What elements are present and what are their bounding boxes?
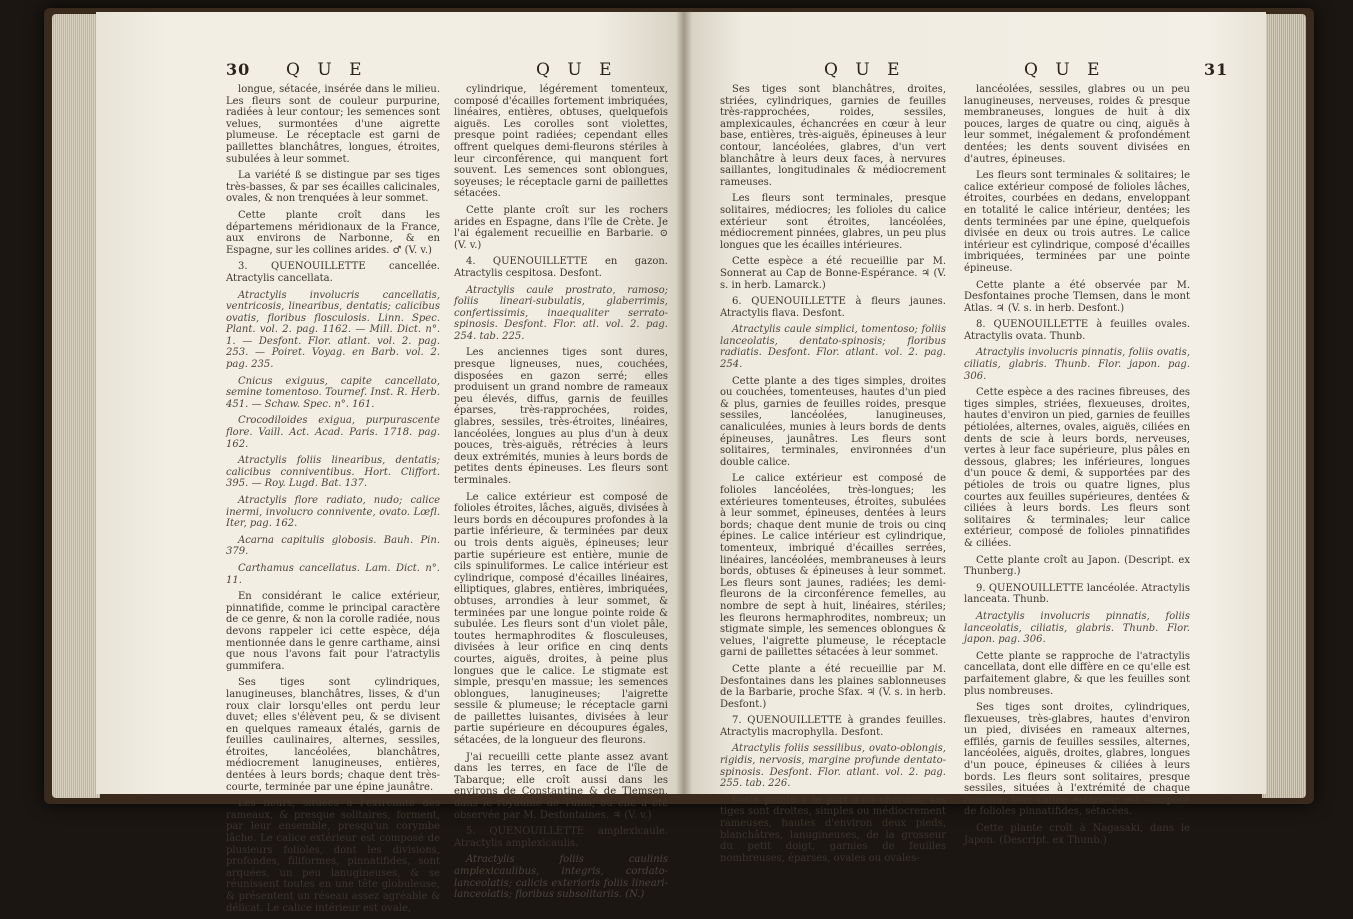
paragraph: Cette plante a des tiges simples, droites ou couchées, tomenteuses, hautes d'un pied & plus, garnies de feuilles roides, presque sessiles, lancéolées, lanugineuses, canaliculées, munies à leurs bords de dents épineuses, jaunâtres. Les fleurs sont solitaires, terminales, environnées d'un double calice. xyxy=(720,375,946,468)
paragraph: Cnicus exiguus, capite cancellato, semine tomentoso. Tournef. Inst. R. Herb. 451. — Schaw. Spec. n°. 161. xyxy=(226,375,440,410)
paragraph: Le calice extérieur est composé de folioles lancéolées, très-longues; les extérieures tomenteuses, étroites, subulées à leur sommet, épineuses, dentées à leurs bords; chaque dent munie de trois ou cinq épines. Le calice intérieur est cylindrique, tomenteux, imbriqué d'écailles serrées, linéaires, lancéolées, membraneuses à leurs bords, obtuses & épineuses à leur sommet. Les fleurs sont jaunes, radiées; les demi-fleurons de la circonférence femelles, au nombre de sept à huit, linéaires, stériles; les fleurons hermaphrodites, nombreux; un stigmate simple, les semences oblongues & velues, l'aigrette plumeuse, le réceptacle garni de paillettes sétacées à leur sommet. xyxy=(720,473,946,659)
paragraph: Cette espèce a des racines fibreuses, des tiges simples, striées, flexueuses, droites, hautes d'environ un pied, garnies de feuilles pétiolées, alternes, ovales, aiguës, ciliées en dents de scie à leurs bords, nerveuses, vertes à leur face supérieure, plus pâles en dessous, glabres; les inférieures, longues d'un pouce & demi, & supportées par des pétioles de trois ou quatre lignes, plus courtes aux feuilles supérieures, dentées & ciliées à leurs bords. Les fleurs sont solitaires & terminales; leur calice extérieur, composé de folioles pinnatifides & ciliées. xyxy=(964,387,1190,549)
paragraph: Le calice extérieur est composé de folioles étroites, lâches, aiguës, divisées à leurs bords en découpures profondes à la partie inférieure, & terminées par deux ou trois dents aiguës, épineuses; leur partie supérieure est entière, munie de cils spinuliformes. Le calice intérieur est cylindrique, composé d'écailles linéaires, elliptiques, glabres, entières, imbriquées, obtuses, arrondies à leur sommet, & terminées par une longue pointe roide & subulée. Les fleurs sont d'un violet pâle, toutes hermaphrodites & flosculeuses, divisées à leur orifice en cinq dents courtes, aiguës, droites, à peine plus longues que le calice. Le stigmate est simple, presqu'en massue; les semences oblongues, lanugineuses; l'aigrette sessile & plumeuse; le réceptacle garni de paillettes luisantes, divisées à leur partie supérieure en découpures égales, sétacées, de la longueur des fleurons. xyxy=(454,491,668,747)
page-number: 31 xyxy=(1204,60,1229,79)
text-column-2 xyxy=(964,84,1190,851)
paragraph: Cette plante a été observée par M. Desfontaines proche Tlemsen, dans le mont Atlas. ♃ (V. s. in herb. Desfont.) xyxy=(964,279,1190,314)
paragraph: En considérant le calice extérieur, pinnatifide, comme le principal caractère de ce genre, & non la corolle radiée, nous devons rappeler ici cette espèce, déja mentionnée dans le genre carthame, ainsi que nous l'avons fait pour l'atractylis gummifera. xyxy=(226,591,440,672)
paragraph: Carthamus cancellatus. Lam. Dict. n°. 11. xyxy=(226,562,440,586)
book-gutter xyxy=(676,12,692,794)
paragraph: 8. QUENOUILLETTE à feuilles ovales. Atractylis ovata. Thunb. xyxy=(964,319,1190,342)
text-column-1 xyxy=(226,84,440,919)
paragraph: lancéolées, sessiles, glabres ou un peu lanugineuses, nerveuses, roides & presque membraneuses, longues de huit à dix pouces, larges de quatre ou cinq, aiguës à leur sommet, inégalement & profondément dentées; les dents souvent divisées en d'autres, épineuses. xyxy=(964,84,1190,165)
page-edges-right xyxy=(1262,14,1306,798)
paragraph: 3. QUENOUILLETTE cancellée. Atractylis cancellata. xyxy=(226,261,440,284)
paragraph: Les fleurs sont terminales, presque solitaires, médiocres; les folioles du calice extérieur sont étroites, lancéolées, médiocrement pinnées, glabres, un peu plus longues que les écailles intérieures. xyxy=(720,193,946,251)
paragraph: Les anciennes tiges sont dures, presque ligneuses, nues, couchées, disposées en gazon serré; elles produisent un grand nombre de rameaux peu élevés, diffus, garnis de feuilles éparses, très-rapprochées, roides, glabres, sessiles, très-étroites, linéaires, lancéolées, longues au plus d'un à deux pouces, très-aiguës, rétrécies à leurs deux extrémités, munies à leurs bords de petites dents épineuses. Les fleurs sont terminales. xyxy=(454,347,668,486)
paragraph: Atractylis foliis linearibus, dentatis; calicibus conniventibus. Hort. Cliffort. 395. — Roy. Lugd. Bat. 137. xyxy=(226,455,440,490)
running-head: Q U E xyxy=(286,60,368,80)
text-column-2 xyxy=(454,84,668,906)
right-page xyxy=(684,12,1266,864)
paragraph: Cette plante croît dans les départemens méridionaux de la France, aux environs de Narbonne, & en Espagne, sur les collines arides. ♂ (V. v.) xyxy=(226,209,440,256)
paragraph: Ses tiges sont blanchâtres, droites, striées, cylindriques, garnies de feuilles très-rapprochées, roides, sessiles, amplexicaules, échancrées en cœur à leur base, entières, très-aiguës, épineuses à leur contour, lancéolées, glabres, d'un vert blanchâtre à leurs deux faces, à nervures saillantes, longitudinales & médiocrement rameuses. xyxy=(720,84,946,188)
paragraph: Cette plante croît à Nagasaki, dans le Japon. (Descript. ex Thunb.) xyxy=(964,823,1190,846)
page-edges-left xyxy=(52,14,100,798)
paragraph: 6. QUENOUILLETTE à fleurs jaunes. Atractylis flava. Desfont. xyxy=(720,296,946,319)
paragraph: Cette plante se rapproche de l'atractylis cancellata, dont elle diffère en ce qu'elle est parfaitement glabre, & que les feuilles sont plus nombreuses. xyxy=(964,650,1190,697)
paragraph: Les fleurs, situées à l'extrémité des rameaux, & presque solitaires, forment, par leur ensemble, presqu'un corymbe lâche. Le calice extérieur est composé de plusieurs folioles, dont les divisions, profondes, filiformes, pinnatifides, sont arquées, un peu lanugineuses, & se réunissent toutes en une tête globuleuse, & présentent un réseau assez agréable & délicat. Le calice intérieur est ovale, xyxy=(226,798,440,914)
paragraph: Atractylis caule prostrato, ramoso; foliis lineari-subulatis, glaberrimis, confertissimis, inaequaliter serrato-spinosis. Desfont. Flor. atl. vol. 2. pag. 254. tab. 225. xyxy=(454,284,668,342)
paragraph: Atractylis involucris pinnatis, foliis lanceolatis, ciliatis, glabris. Thunb. Flor. japon. pag. 306. xyxy=(964,610,1190,646)
paragraph: Cette plante a été recueillie par M. Desfontaines dans les plaines sablonneuses de la Barbarie, proche Sfax. ♃ (V. s. in herb. Desfont.) xyxy=(720,663,946,710)
text-column-1 xyxy=(720,84,946,869)
paragraph: 4. QUENOUILLETTE en gazon. Atractylis cespitosa. Desfont. xyxy=(454,256,668,279)
paragraph: Cette espèce a été recueillie par M. Sonnerat au Cap de Bonne-Espérance. ♃ (V. s. in herb. Lamarck.) xyxy=(720,256,946,291)
paragraph: Acarna capitulis globosis. Bauh. Pin. 379. xyxy=(226,534,440,558)
running-head: Q U E xyxy=(536,60,618,80)
left-page xyxy=(96,12,684,914)
paragraph: Atractylis flore radiato, nudo; calice inermi, involucro connivente, ovato. Lœfl. Iter, pag. 162. xyxy=(226,495,440,530)
paragraph: Ses tiges sont droites, cylindriques, flexueuses, très-glabres, hautes d'environ un pied, divisées en rameaux alternes, effilés, garnis de feuilles sessiles, alternes, lancéolées, aiguës, droites, glabres, longues d'un pouce, épineuses & ciliées à leurs bords. Les fleurs sont solitaires, presque sessiles, situées à l'extrémité de chaque rameau: leur calice extérieur est composé de folioles pinnatifides, sétacées. xyxy=(964,702,1190,818)
paragraph: Ses tiges sont cylindriques, lanugineuses, blanchâtres, lisses, & d'un roux clair lorsqu'elles ont perdu leur duvet; elles s'élèvent peu, & se divisent en quelques rameaux étalés, garnis de feuilles caulinaires, alternes, sessiles, étroites, lancéolées, blanchâtres, médiocrement lanugineuses, entières, dentées à leurs bords; chaque dent très-courte, terminée par une épine jaunâtre. xyxy=(226,677,440,793)
paragraph: 9. QUENOUILLETTE lancéolée. Atractylis lanceata. Thunb. xyxy=(964,582,1190,606)
paragraph: Atractylis foliis sessilibus, ovato-oblongis, rigidis, nervosis, margine profunde dentato-spinosis. Desfont. Flor. atlant. vol. 2. pag. 255. tab. 226. xyxy=(720,743,946,790)
paragraph: Atractylis foliis caulinis amplexicaulibus, integris, cordato-lanceolatis; calicis exterioris foliis lineari-lanceolatis; floribus subsolitariis. (N.) xyxy=(454,854,668,901)
paragraph: Atractylis caule simplici, tomentoso; foliis lanceolatis, dentato-spinosis; floribus radiatis. Desfont. Flor. atlant. vol. 2. pag. 254. xyxy=(720,324,946,371)
paragraph: J'ai recueilli cette plante assez avant dans les terres, en face de l'île de Tabarque; elle croît aussi dans les environs de Constantine & de Tlemsen, dans le royaume de Tunis, où elle a été observée par M. Desfontaines. ♃ (V. v.) xyxy=(454,751,668,821)
running-head: Q U E xyxy=(824,60,906,80)
paragraph: 5. QUENOUILLETTE amplexicaule. Atractylis amplexicaulis. xyxy=(454,826,668,849)
paragraph: Les fleurs sont terminales & solitaires; le calice extérieur composé de folioles lâches, étroites, courbées en dedans, enveloppant en totalité le calice intérieur, dentées; les dents terminées par une épine, quelquefois divisée en deux ou trois autres. Le calice intérieur est cylindrique, composé d'écailles imbriquées, terminées par une pointe épineuse. xyxy=(964,170,1190,274)
paragraph: 7. QUENOUILLETTE à grandes feuilles. Atractylis macrophylla. Desfont. xyxy=(720,715,946,738)
paragraph: Atractylis involucris pinnatis, foliis ovatis, ciliatis, glabris. Thunb. Flor. japon. pag. 306. xyxy=(964,347,1190,382)
paragraph: Cette plante a le port d'un chardon: ses tiges sont droites, simples ou médiocrement rameuses, hautes d'environ deux pieds, blanchâtres, lanugineuses, de la grosseur du petit doigt, garnies de feuilles nombreuses, éparses, ovales ou ovales- xyxy=(720,794,946,864)
paragraph: longue, sétacée, insérée dans le milieu. Les fleurs sont de couleur purpurine, radiées à leur contour; les semences sont velues, surmontées d'une aigrette plumeuse. Le réceptacle est garni de paillettes blanchâtres, longues, étroites, subulées à leur sommet. xyxy=(226,84,440,165)
paragraph: La variété ß se distingue par ses tiges très-basses, & par ses écailles calicinales, ovales, & non trenquées à leur sommet. xyxy=(226,170,440,205)
running-head: Q U E xyxy=(1024,60,1106,80)
paragraph: Crocodiloides exigua, purpurascente flore. Vaill. Act. Acad. Paris. 1718. pag. 162. xyxy=(226,415,440,450)
page-number: 30 xyxy=(226,60,251,79)
paragraph: cylindrique, légérement tomenteux, composé d'écailles fortement imbriquées, linéaires, entières, obtuses, quelquefois aiguës. Les corolles sont violettes, presque point radiées; cependant elles offrent quelques demi-fleurons stériles à leur circonférence, qui manquent fort souvent. Les semences sont oblongues, soyeuses; le réceptacle garni de paillettes sétacées. xyxy=(454,84,668,200)
paragraph: Cette plante croît au Japon. (Descript. ex Thunberg.) xyxy=(964,554,1190,578)
paragraph: Atractylis involucris cancellatis, ventricosis, linearibus, dentatis; calicibus ovatis, floribus flosculosis. Linn. Spec. Plant. vol. 2. pag. 1162. — Mill. Dict. n°. 1. — Desfont. Flor. atlant. vol. 2. pag. 253. — Poiret. Voyag. en Barb. vol. 2. pag. 235. xyxy=(226,289,440,371)
paragraph: Cette plante croît sur les rochers arides en Espagne, dans l'île de Crète. Je l'ai également recueillie en Barbarie. ⊙ (V. v.) xyxy=(454,204,668,251)
